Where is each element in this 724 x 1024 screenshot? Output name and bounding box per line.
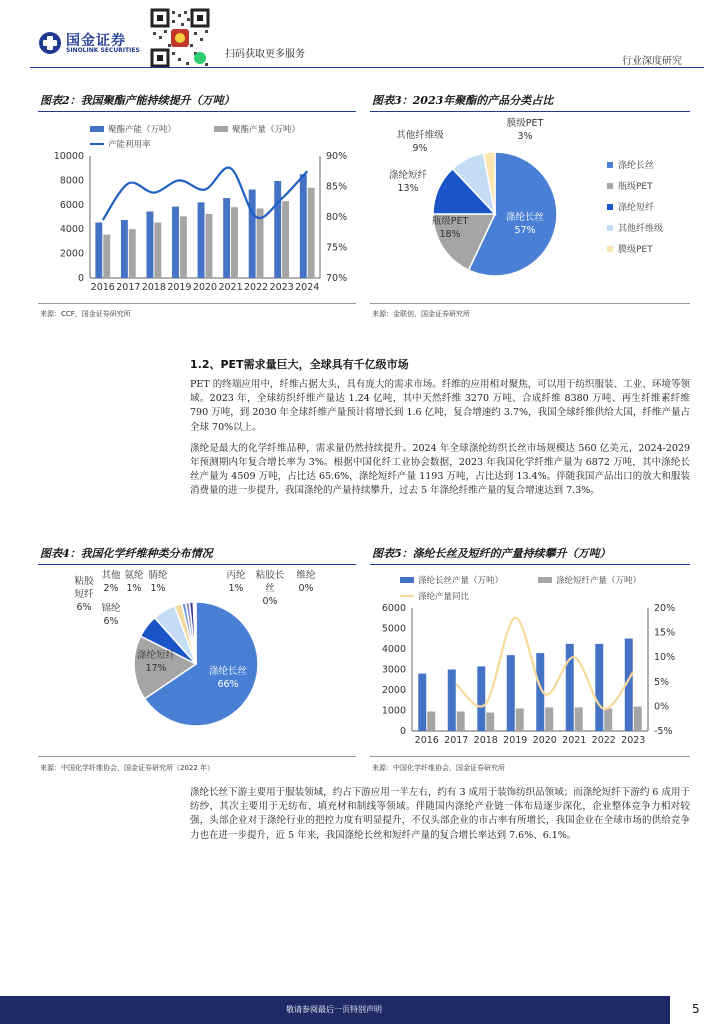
qr-code-icon <box>150 8 210 68</box>
bar <box>477 666 485 731</box>
bar <box>418 674 426 731</box>
bar <box>206 214 213 278</box>
x-tick-label: 2016 <box>90 282 115 293</box>
paragraph-3: 涤纶长丝下游主要用于服装领域，约占下游应用一半左右，约有 3 成用于装饰纺织品领域；而涤纶短纤下游约 6 成用于纺纱，其次主要用于无纺布、填充材和制线等领域。伴随国内涤纶产业链一体布局逐步深化，企业整体竞争力相对较强，头部企业对于涤纶行业的把控力度有明显提升，不仅头部企业的市占率有所增长，我国企业在全球市场的供给竞争力也在进一步提升，近 5 年来，我国涤纶长丝和短纤产量的复合增长率达到 7.6%、6.1%。 <box>190 787 690 841</box>
bar <box>146 212 153 278</box>
y-right-tick-label: 70% <box>326 273 348 284</box>
slice-value-label: 57% <box>514 225 536 236</box>
bar <box>457 712 465 731</box>
qr-caption: 扫码获取更多服务 <box>225 49 305 60</box>
logo-text-en: SINOLINK SECURITIES <box>66 47 140 54</box>
fig4-source: 来源：中国化学纤维协会，国金证券研究所（2022 年） <box>40 764 215 772</box>
slice-value-label: 3% <box>517 131 533 142</box>
bar <box>427 712 435 731</box>
x-tick-label: 2023 <box>621 735 646 746</box>
x-tick-label: 2018 <box>141 282 166 293</box>
legend-label: 聚酯产能（万吨） <box>108 125 177 135</box>
legend-swatch <box>607 183 613 189</box>
slice-value-label: 1% <box>150 583 166 594</box>
slice-value-label: 1% <box>228 583 244 594</box>
y-right-tick-label: 85% <box>326 181 348 193</box>
paragraph-2: 涤纶是最大的化学纤维品种，需求量仍然持续提升。2024 年全球涤纶纺织长丝市场规模达 560 亿美元，2024-2029 年预测期内年复合增长率为 3%。根据中国化纤工业协会数据，2023 年我国化学纤维产量为 6872 万吨，其中涤纶长丝产量为 4509 万吨，占比达 65.6%，涤纶短纤产量 1193 万吨，占比达到 13.4%。伴随我国产品出口的放大和服装消费量的进一步提升，我国涤纶的产量持续攀升，过去 5 年涤纶纤维产量的复合增速达到 7.3%。 <box>190 442 690 497</box>
fig2-bottom-rule <box>38 303 356 304</box>
bar <box>545 707 553 731</box>
slice-value-label: 1% <box>126 583 142 594</box>
y-left-tick-label: 4000 <box>381 644 406 655</box>
bar <box>575 707 583 731</box>
x-tick-label: 2022 <box>591 735 616 746</box>
fig4-chart <box>38 566 356 752</box>
x-tick-label: 2019 <box>503 735 528 746</box>
slice-name-label: 粘胶 <box>74 576 94 587</box>
x-tick-label: 2018 <box>473 735 498 746</box>
y-left-tick-label: 6000 <box>59 199 84 211</box>
section-body <box>190 378 690 506</box>
bar <box>282 201 289 278</box>
bar <box>231 207 238 278</box>
slice-name-label: 腈纶 <box>148 570 168 581</box>
y-left-tick-label: 8000 <box>59 175 84 187</box>
slice-name-label: 丙纶 <box>226 570 246 581</box>
slice-name-label: 涤纶长丝 <box>505 212 545 223</box>
slice-name-label: 短纤 <box>74 589 94 600</box>
slice-name-label: 涤纶长丝 <box>208 666 248 677</box>
legend-label: 涤纶产量同比 <box>418 592 470 602</box>
x-tick-label: 2016 <box>414 735 439 746</box>
bar <box>180 216 187 278</box>
report-type: 行业深度研究 <box>622 56 682 67</box>
x-tick-label: 2017 <box>444 735 469 746</box>
x-tick-label: 2021 <box>218 282 243 293</box>
fig3-title: 图表3：2023年聚酯的产品分类占比 <box>372 94 554 107</box>
slice-name-label: 涤纶短纤 <box>388 170 428 181</box>
legend-label: 涤纶短纤 <box>618 203 655 213</box>
bar <box>595 644 603 731</box>
legend-label: 瓶级PET <box>618 182 653 192</box>
legend-swatch <box>400 577 414 583</box>
legend-swatch <box>607 162 613 168</box>
bar <box>121 220 128 278</box>
y-right-tick-label: 0% <box>654 701 670 713</box>
x-tick-label: 2019 <box>167 282 192 293</box>
bar <box>249 190 256 278</box>
slice-name-label: 粘胶长 <box>255 570 285 581</box>
fig2-title-rule <box>38 111 356 112</box>
slice-value-label: 6% <box>76 602 92 613</box>
slice-name-label: 瓶级PET <box>431 216 469 227</box>
bar <box>95 222 102 278</box>
legend-swatch <box>607 204 613 210</box>
legend-label: 产能利用率 <box>108 140 151 150</box>
legend-label: 其他纤维级 <box>618 224 664 234</box>
y-left-tick-label: 5000 <box>381 623 406 635</box>
y-left-tick-label: 2000 <box>59 248 84 260</box>
slice-value-label: 17% <box>145 663 167 674</box>
fig4-title: 图表4：我国化学纤维种类分布情况 <box>40 547 213 560</box>
slice-value-label: 6% <box>103 616 119 627</box>
y-left-tick-label: 0 <box>77 273 84 284</box>
y-right-tick-label: 5% <box>654 676 670 688</box>
fig4-title-rule <box>38 564 356 565</box>
y-left-tick-label: 0 <box>399 726 406 737</box>
y-right-tick-label: 80% <box>326 212 348 223</box>
fig5-bottom-rule <box>370 756 690 757</box>
fig4-bottom-rule <box>38 756 356 757</box>
bar <box>308 188 315 278</box>
bar <box>154 222 161 278</box>
legend-label: 涤纶长丝 <box>618 161 655 171</box>
slice-value-label: 18% <box>439 229 461 240</box>
slice-value-label: 66% <box>217 679 239 690</box>
slice-value-label: 0% <box>298 583 314 594</box>
legend-swatch <box>607 225 613 231</box>
bar <box>507 655 515 731</box>
y-left-tick-label: 2000 <box>381 685 406 696</box>
slice-name-label: 维纶 <box>296 570 316 581</box>
paragraph-1: PET 的终端应用中，纤维占据大头，具有庞大的需求市场。纤维的应用相对聚焦，可以用于纺织服装、工业、环境等领域。2023 年，全球纺织纤维产量达 1.24 亿吨，其中天然纤维 3270 万吨、合成纤维 8380 万吨、再生纤维素纤维 790 万吨，到 2030 年全球纤维产量预计将增长到 1.6 亿吨，复合增速约 3.7%，我国全球纤维供给大国，纤维产量占全球 70%以上。 <box>190 379 690 433</box>
logo-mark-icon <box>38 31 62 55</box>
slice-value-label: 9% <box>412 143 428 154</box>
fig3-chart <box>370 114 690 300</box>
fig5-title: 图表5：涤纶长丝及短纤的产量持续攀升（万吨） <box>372 547 611 560</box>
y-left-tick-label: 4000 <box>59 224 84 236</box>
bar <box>634 707 642 731</box>
slice-value-label: 0% <box>262 596 278 607</box>
fig3-bottom-rule <box>370 303 690 304</box>
bar <box>486 713 494 731</box>
legend-label: 涤纶长丝产量（万吨） <box>418 576 504 586</box>
y-left-tick-label: 1000 <box>381 705 406 717</box>
bar <box>516 708 524 731</box>
bar <box>198 202 205 278</box>
slice-name-label: 其他 <box>101 570 121 581</box>
bar <box>172 207 179 278</box>
legend-label: 聚酯产量（万吨） <box>232 125 301 135</box>
fig5-chart <box>370 566 690 752</box>
slice-name-label: 锦纶 <box>101 603 121 614</box>
x-tick-label: 2020 <box>192 282 218 293</box>
y-left-tick-label: 6000 <box>381 603 406 614</box>
bar <box>604 708 612 731</box>
fig5-title-rule <box>370 564 690 565</box>
logo-text-cn: 国金证券 <box>66 33 126 49</box>
y-right-tick-label: -5% <box>654 726 673 737</box>
slice-name-label: 涤纶短纤 <box>136 650 176 661</box>
y-right-tick-label: 90% <box>326 151 348 162</box>
section-heading: 1.2、PET需求量巨大，全球具有千亿级市场 <box>190 358 409 371</box>
x-tick-label: 2023 <box>269 282 294 293</box>
legend-swatch <box>607 246 613 252</box>
y-right-tick-label: 15% <box>654 627 676 639</box>
x-tick-label: 2020 <box>532 735 557 746</box>
fig2-source: 来源：CCF，国金证券研究所 <box>40 310 131 318</box>
fig3-source: 来源：金联创，国金证券研究所 <box>372 310 470 318</box>
y-left-tick-label: 3000 <box>381 664 406 676</box>
bar <box>223 198 230 278</box>
slice-name-label: 膜级PET <box>506 118 544 129</box>
y-right-tick-label: 75% <box>326 242 348 254</box>
y-right-tick-label: 20% <box>654 603 676 614</box>
bar <box>103 235 110 278</box>
slice-name-label: 其他纤维级 <box>396 130 444 141</box>
legend-label: 膜级PET <box>618 245 653 255</box>
slice-name-label: 氨纶 <box>124 570 144 581</box>
x-tick-label: 2021 <box>562 735 587 746</box>
x-tick-label: 2017 <box>116 282 141 293</box>
x-tick-label: 2022 <box>244 282 269 293</box>
bar <box>448 670 456 732</box>
bar <box>300 174 307 278</box>
fig3-title-rule <box>370 111 690 112</box>
legend-swatch <box>214 126 228 132</box>
slice-value-label: 13% <box>397 183 419 194</box>
legend-swatch <box>538 577 552 583</box>
y-right-tick-label: 10% <box>654 652 676 664</box>
page-number: 5 <box>692 1002 700 1016</box>
header-rule <box>30 67 704 68</box>
qr-code <box>150 8 210 68</box>
bar <box>129 229 136 278</box>
slice-name-label: 丝 <box>265 583 275 594</box>
bar <box>274 181 281 278</box>
fig2-chart <box>38 114 356 300</box>
footer-disclaimer: 敬请参阅最后一页特别声明 <box>286 1005 382 1014</box>
legend-label: 涤纶短纤产量（万吨） <box>556 576 642 586</box>
legend-swatch <box>90 126 104 132</box>
y-left-tick-label: 10000 <box>53 151 84 162</box>
slice-value-label: 2% <box>103 583 119 594</box>
fig2-title: 图表2：我国聚酯产能持续提升（万吨） <box>40 94 235 107</box>
fig5-source: 来源：中国化学纤维协会，国金证券研究所 <box>372 764 505 772</box>
x-tick-label: 2024 <box>295 282 320 293</box>
